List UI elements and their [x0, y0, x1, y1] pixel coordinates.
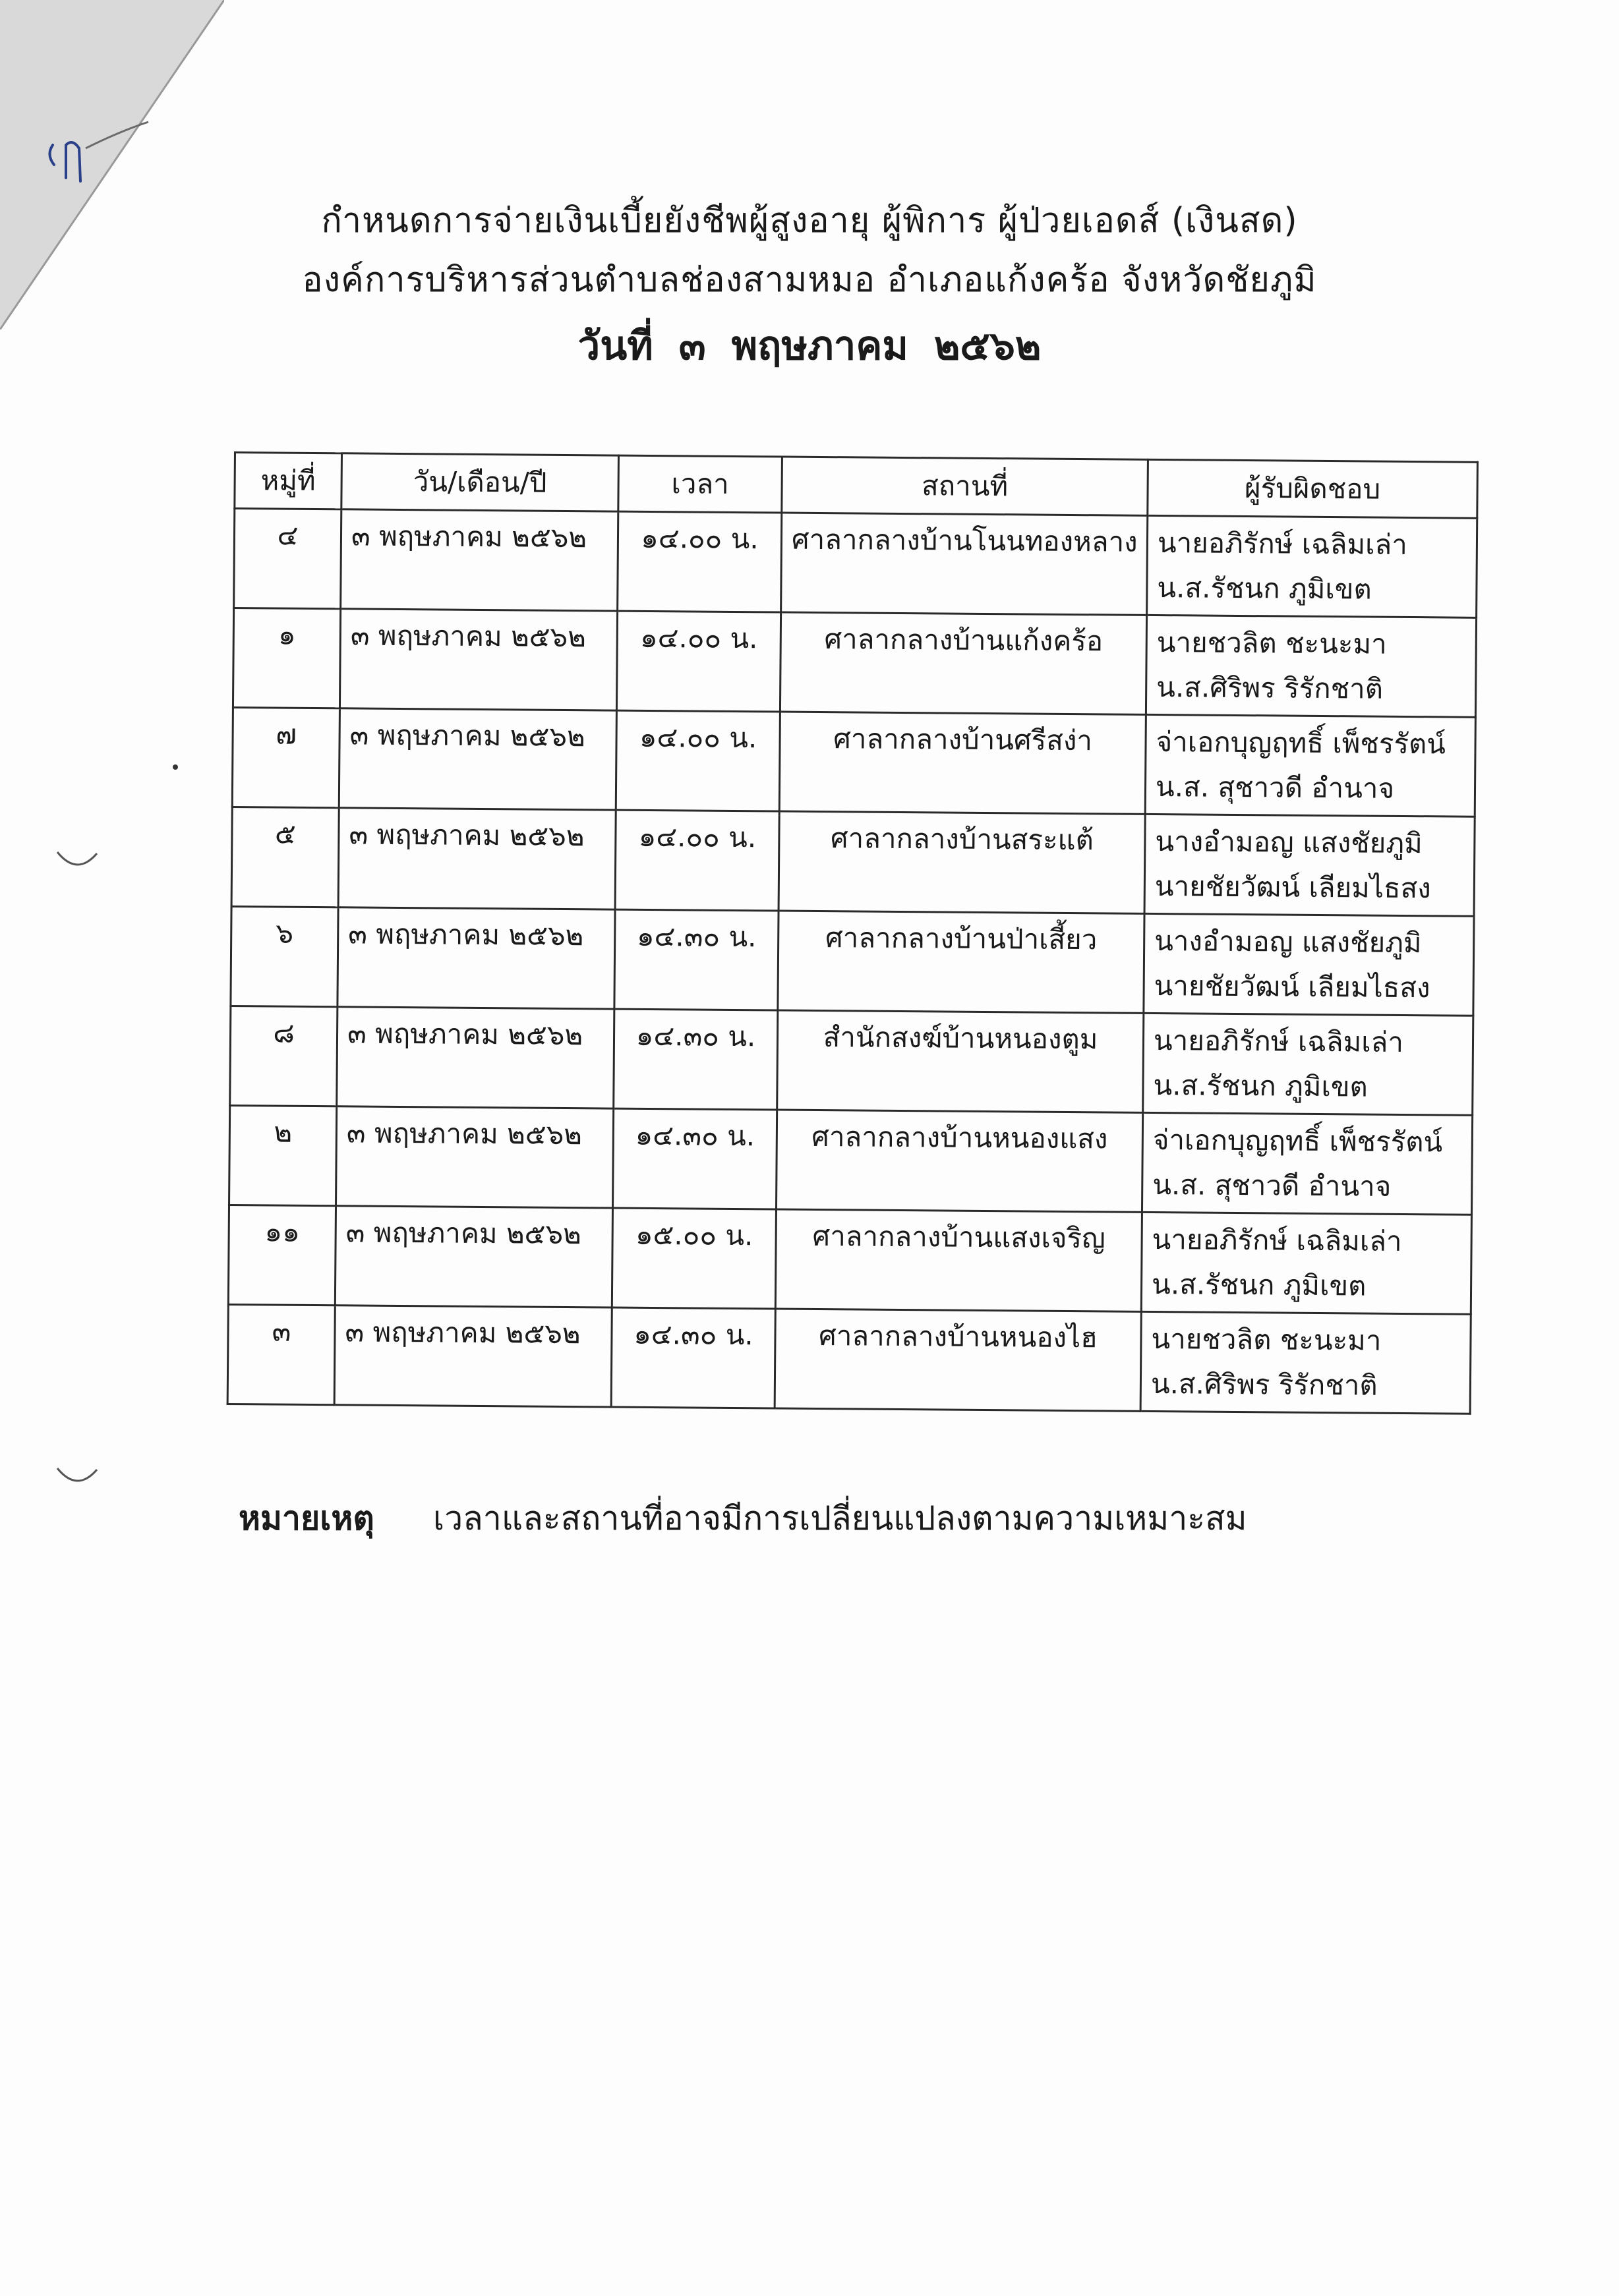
responsible-secondary: น.ส.รัชนก ภูมิเขต [1153, 1068, 1369, 1103]
cell-responsible [1144, 814, 1475, 916]
header-moo: หมู่ที่ [235, 453, 342, 509]
cell-time: ๑๔.๐๐ น. [616, 611, 780, 712]
responsible-secondary: น.ส.รัชนก ภูมิเขต [1157, 571, 1372, 606]
table-row [227, 1304, 1471, 1414]
cell-place: ศาลากลางบ้านศรีสง่า [779, 712, 1146, 814]
cell-place: ศาลากลางบ้านหนองไฮ [775, 1309, 1141, 1411]
cell-date: ๓ พฤษภาคม ๒๕๖๒ [341, 509, 618, 611]
cell-date: ๓ พฤษภาคม ๒๕๖๒ [338, 808, 616, 909]
cell-responsible [1144, 913, 1474, 1016]
cell-date: ๓ พฤษภาคม ๒๕๖๒ [337, 1007, 614, 1108]
cell-time: ๑๔.๓๐ น. [614, 1009, 778, 1110]
table-row [234, 509, 1477, 618]
responsible-primary: นายอภิรักษ์ เฉลิมเล่า [1152, 1222, 1402, 1257]
cell-time: ๑๔.๐๐ น. [618, 511, 782, 612]
responsible-primary: นายชวลิต ชะนะมา [1156, 626, 1387, 660]
cell-place: ศาลากลางบ้านแสงเจริญ [775, 1209, 1142, 1311]
document-header [0, 191, 1619, 382]
remark-label: หมายเหตุ [239, 1499, 374, 1537]
responsible-primary: นายอภิรักษ์ เฉลิมเล่า [1157, 527, 1408, 561]
cell-moo: ๒ [229, 1105, 337, 1205]
responsible-primary: นายอภิรักษ์ เฉลิมเล่า [1153, 1023, 1404, 1058]
title-line-2: องค์การบริหารส่วนตำบลช่องสามหมอ อำเภอแก้งคร้อ จังหวัดชัยภูมิ [302, 260, 1317, 300]
responsible-primary: นางอำมอญ แสงชัยภูมิ [1155, 824, 1423, 860]
cell-place: ศาลากลางบ้านโนนทองหลาง [781, 513, 1148, 615]
cell-responsible [1143, 1013, 1473, 1115]
cell-moo: ๘ [230, 1006, 338, 1106]
punch-hole-mark [54, 1463, 100, 1489]
handwritten-margin-mark [40, 119, 152, 191]
cell-responsible [1140, 1311, 1471, 1414]
cell-date: ๓ พฤษภาคม ๒๕๖๒ [339, 609, 617, 710]
responsible-primary: จ่าเอกบุญฤทธิ์ เพ็ชรรัตน์ [1156, 725, 1446, 761]
cell-moo: ๑๑ [228, 1205, 336, 1305]
cell-place: สำนักสงฆ์บ้านหนองตูม [777, 1010, 1144, 1112]
responsible-secondary: น.ส.ศิริพร ริรักชาติ [1156, 671, 1384, 705]
table-row [228, 1205, 1471, 1314]
header-responsible: ผู้รับผิดชอบ [1148, 459, 1478, 518]
table-row [231, 906, 1474, 1016]
cell-time: ๑๔.๓๐ น. [613, 1108, 777, 1209]
cell-moo: ๓ [227, 1304, 335, 1404]
cell-date: ๓ พฤษภาคม ๒๕๖๒ [338, 907, 615, 1009]
cell-time: ๑๔.๐๐ น. [616, 710, 780, 811]
cell-time: ๑๕.๐๐ น. [612, 1208, 776, 1309]
remark-text: เวลาและสถานที่อาจมีการเปลี่ยนแปลงตามความเหมาะสม [433, 1499, 1247, 1537]
table-row [233, 608, 1476, 718]
responsible-secondary: นายชัยวัฒน์ เลียมไธสง [1154, 869, 1431, 905]
cell-date: ๓ พฤษภาคม ๒๕๖๒ [334, 1306, 612, 1407]
table-row [229, 1105, 1473, 1215]
responsible-primary: นางอำมอญ แสงชัยภูมิ [1154, 924, 1422, 960]
cell-place: ศาลากลางบ้านแก้งคร้อ [780, 612, 1146, 714]
cell-moo: ๖ [231, 906, 338, 1006]
header-time: เวลา [618, 455, 782, 513]
cell-responsible [1142, 1112, 1472, 1215]
cell-moo: ๕ [231, 807, 339, 907]
cell-responsible [1146, 615, 1476, 717]
remark [239, 1493, 1247, 1545]
cell-responsible [1141, 1212, 1471, 1314]
table-row [230, 1006, 1473, 1115]
cell-date: ๓ พฤษภาคม ๒๕๖๒ [336, 1106, 614, 1208]
cell-moo: ๔ [234, 509, 341, 609]
cell-place: ศาลากลางบ้านป่าเสี้ยว [778, 911, 1144, 1013]
responsible-primary: นายชวลิต ชะนะมา [1151, 1322, 1382, 1357]
cell-moo: ๑ [233, 608, 340, 708]
payment-schedule-table [227, 451, 1479, 1415]
responsible-secondary: น.ส.รัชนก ภูมิเขต [1151, 1267, 1367, 1302]
responsible-primary: จ่าเอกบุญฤทธิ์ เพ็ชรรัตน์ [1152, 1123, 1443, 1159]
header-date: วัน/เดือน/ปี [341, 453, 619, 511]
cell-place: ศาลากลางบ้านหนองแสง [776, 1110, 1142, 1212]
responsible-secondary: น.ส. สุชาวดี อำนาจ [1155, 770, 1395, 805]
cell-time: ๑๔.๓๐ น. [614, 909, 779, 1010]
punch-hole-mark [54, 847, 100, 873]
cell-date: ๓ พฤษภาคม ๒๕๖๒ [339, 708, 616, 810]
responsible-secondary: น.ส. สุชาวดี อำนาจ [1152, 1168, 1392, 1203]
table-row [232, 707, 1475, 817]
scan-dot [173, 764, 178, 770]
title-date: วันที่ ๓ พฤษภาคม ๒๕๖๒ [577, 323, 1042, 369]
title-line-1: กำหนดการจ่ายเงินเบี้ยยังชีพผู้สูงอายุ ผู้พิการ ผู้ป่วยเอดส์ (เงินสด) [321, 201, 1298, 241]
responsible-secondary: นายชัยวัฒน์ เลียมไธสง [1154, 969, 1430, 1004]
cell-responsible [1145, 714, 1475, 817]
cell-time: ๑๔.๓๐ น. [611, 1307, 775, 1408]
cell-time: ๑๔.๐๐ น. [615, 810, 779, 911]
responsible-secondary: น.ส.ศิริพร ริรักชาติ [1150, 1367, 1378, 1402]
cell-responsible [1147, 515, 1477, 617]
cell-date: ๓ พฤษภาคม ๒๕๖๒ [335, 1206, 612, 1307]
table-header-row [235, 453, 1478, 519]
cell-moo: ๗ [232, 707, 339, 807]
cell-place: ศาลากลางบ้านสระแต้ [779, 811, 1145, 913]
table-row [231, 807, 1475, 916]
header-place: สถานที่ [782, 457, 1148, 515]
